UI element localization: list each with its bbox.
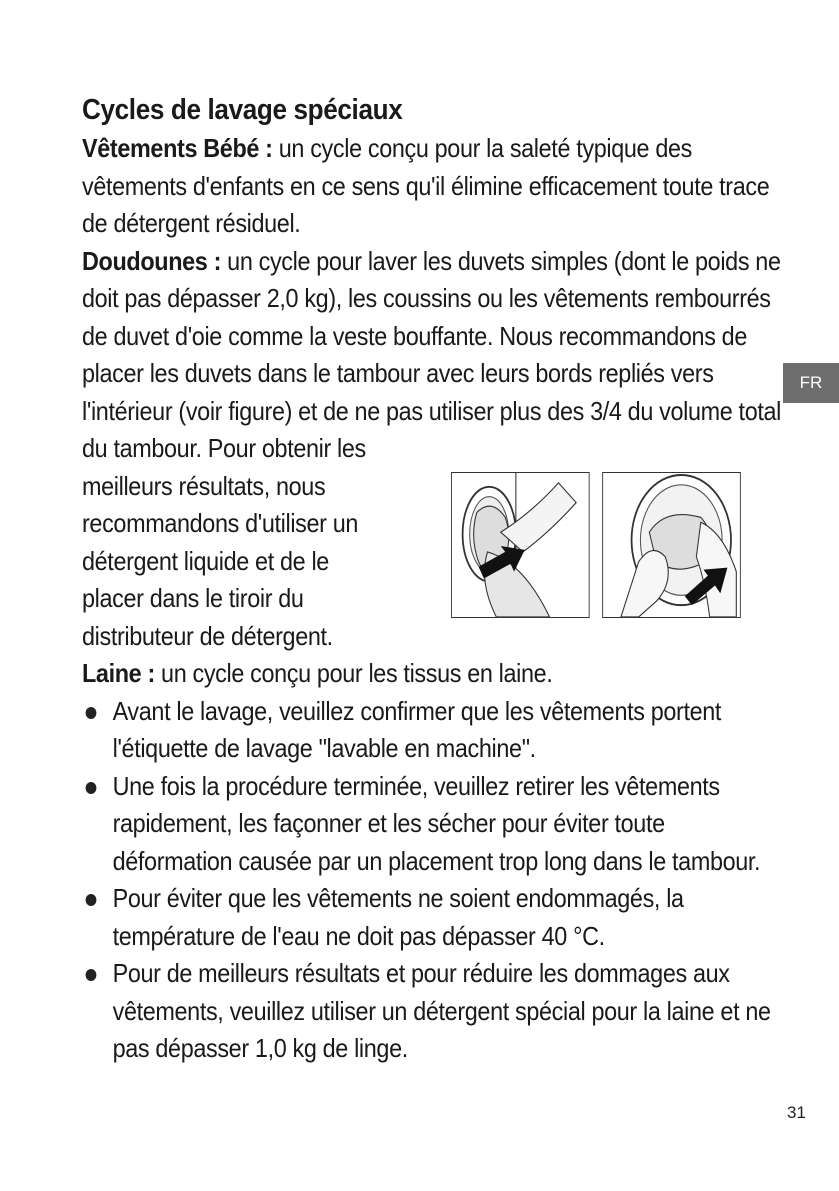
figures — [451, 472, 748, 622]
wool-bullet-list — [82, 693, 782, 1068]
list-item: Pour éviter que les vêtements ne soient endommagés, la température de l'eau ne doit pas dépasser 40 °C. — [82, 880, 782, 955]
text-down-jackets: un cycle pour laver les duvets simples (dont le poids ne doit pas dépasser 2,0 kg), les coussins ou les vêtements rembourrés de duvet d'oie comme la veste bouffante. Nous recommandons de placer les duvets dans le tambour avec leurs bords repliés vers l'intérieur (voir figure) et de ne pas utiliser plus des 3/4 du volume total du tambour. Pour obtenir les — [82, 245, 781, 463]
text-down-jackets-continued: meilleurs résultats, nous recommandons d'utiliser un détergent liquide et de le placer dans le tiroir du distributeur de détergent. — [82, 470, 359, 651]
figure-loading-drum — [451, 472, 590, 618]
text-wool: un cycle conçu pour les tissus en laine. — [154, 658, 553, 688]
paragraph-baby-clothes — [82, 130, 782, 243]
text-baby-clothes: un cycle conçu pour la saleté typique des vêtements d'enfants en ce sens qu'il élimine efficacement toute trace de détergent résiduel. — [82, 133, 770, 238]
list-item: Une fois la procédure terminée, veuillez retirer les vêtements rapidement, les façonner et les sécher pour éviter toute déformation causée par un placement trop long dans le tambour. — [82, 768, 782, 881]
figure-folding-edges — [602, 472, 741, 618]
paragraph-down-jackets — [82, 243, 782, 468]
page-title: Cycles de lavage spéciaux — [82, 94, 403, 126]
list-item: Pour de meilleurs résultats et pour réduire les dommages aux vêtements, veuillez utiliser un détergent spécial pour la laine et ne pas dépasser 1,0 kg de linge. — [82, 955, 782, 1068]
term-wool: Laine : — [82, 658, 155, 688]
drum-loading-illustration — [452, 473, 589, 617]
language-tab: FR — [783, 363, 839, 403]
page-number: 31 — [787, 1103, 806, 1122]
page-content — [82, 90, 782, 1068]
list-item: Avant le lavage, veuillez confirmer que les vêtements portent l'étiquette de lavage "lavable en machine". — [82, 693, 782, 768]
figure-block — [82, 468, 782, 656]
term-baby-clothes: Vêtements Bébé : — [82, 133, 273, 163]
paragraph-wool — [82, 655, 782, 693]
term-down-jackets: Doudounes : — [82, 245, 222, 276]
folding-edges-illustration — [603, 473, 740, 617]
